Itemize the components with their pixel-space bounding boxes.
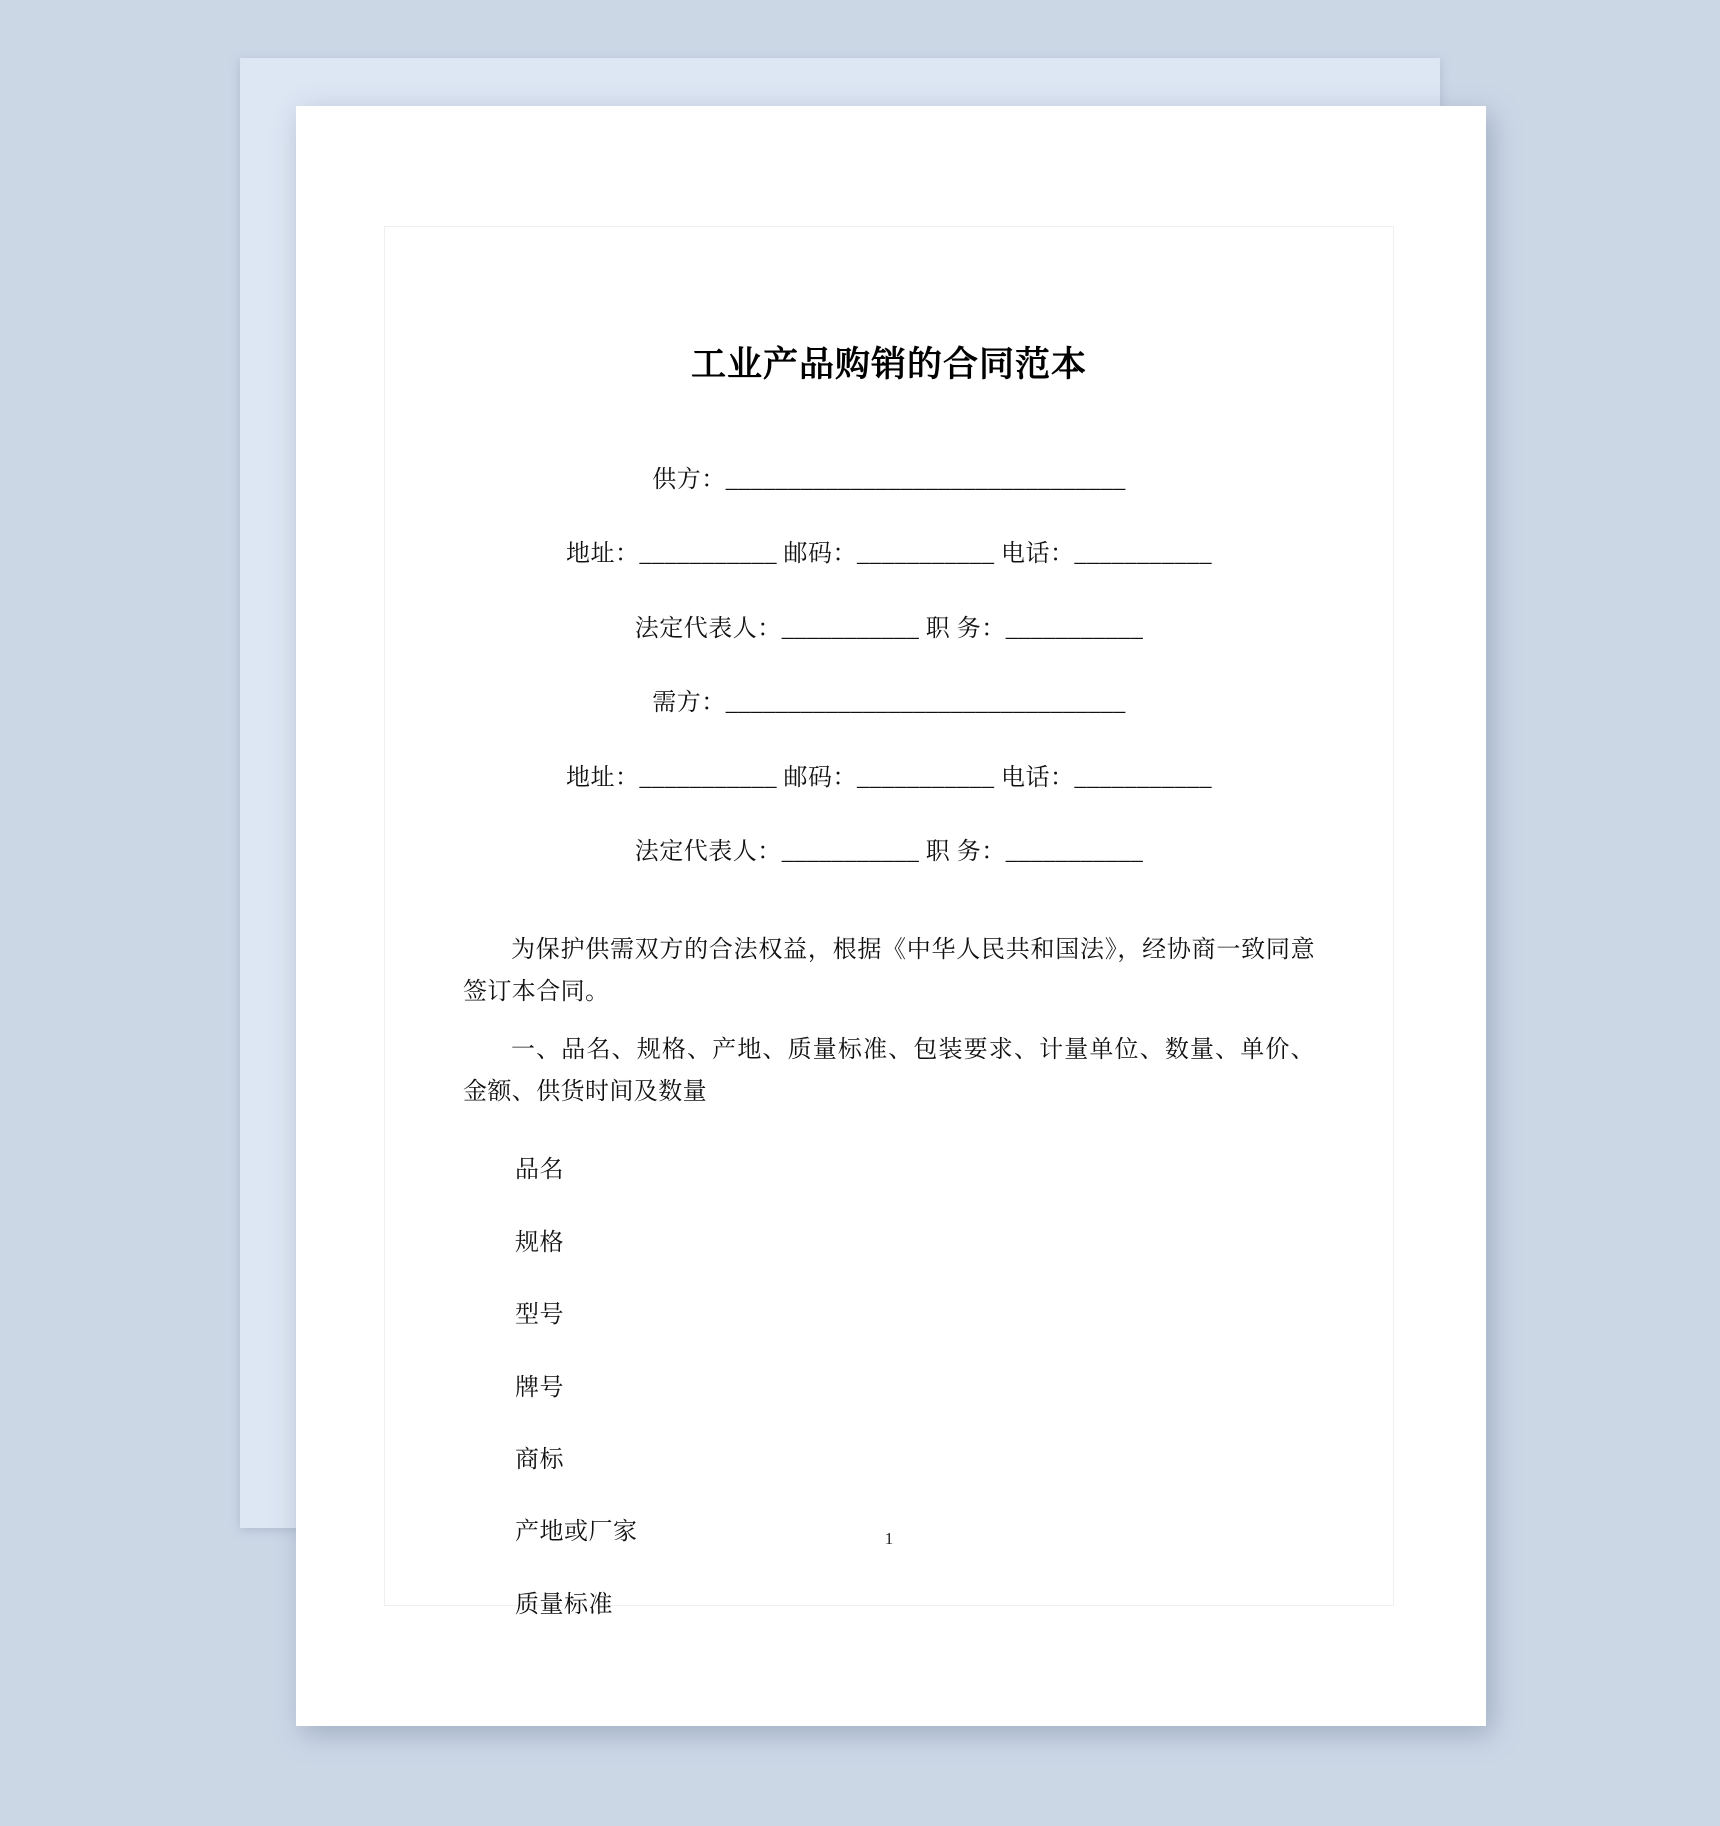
buyer-name-line: 需方：________________________________ xyxy=(652,690,1126,717)
field-product-name: 品名 xyxy=(515,1157,564,1184)
field-origin-or-manufacturer: 产地或厂家 xyxy=(515,1519,638,1546)
preamble-paragraph: 为保护供需双方的合法权益，根据《中华人民共和国法》，经协商一致同意签订本合同。 xyxy=(463,937,1315,1006)
buyer-representative-line: 法定代表人：___________ 职 务：___________ xyxy=(634,838,1144,865)
field-specification: 规格 xyxy=(515,1229,564,1256)
supplier-name-line: 供方：________________________________ xyxy=(652,467,1126,493)
field-trademark: 商标 xyxy=(515,1446,564,1473)
field-brand-number: 牌号 xyxy=(515,1374,564,1401)
clause-one-paragraph: 一、品名、规格、产地、质量标准、包装要求、计量单位、数量、单价、金额、供货时间及数量 xyxy=(463,1037,1315,1106)
page-content-frame xyxy=(384,226,1394,1618)
page-number: 1 xyxy=(884,1529,894,1548)
document-page xyxy=(296,106,1486,1726)
page-title: 工业产品购销的合同范本 xyxy=(690,345,1087,384)
supplier-address-line: 地址：___________ 邮码：___________ 电话：___________ xyxy=(566,541,1212,568)
spacer xyxy=(463,1129,1315,1151)
field-quality-standard: 质量标准 xyxy=(515,1591,613,1618)
spacer xyxy=(463,907,1315,929)
buyer-address-line: 地址：___________ 邮码：___________ 电话：___________ xyxy=(566,764,1212,791)
field-model: 型号 xyxy=(515,1302,564,1329)
supplier-representative-line: 法定代表人：___________ 职 务：___________ xyxy=(634,615,1144,642)
